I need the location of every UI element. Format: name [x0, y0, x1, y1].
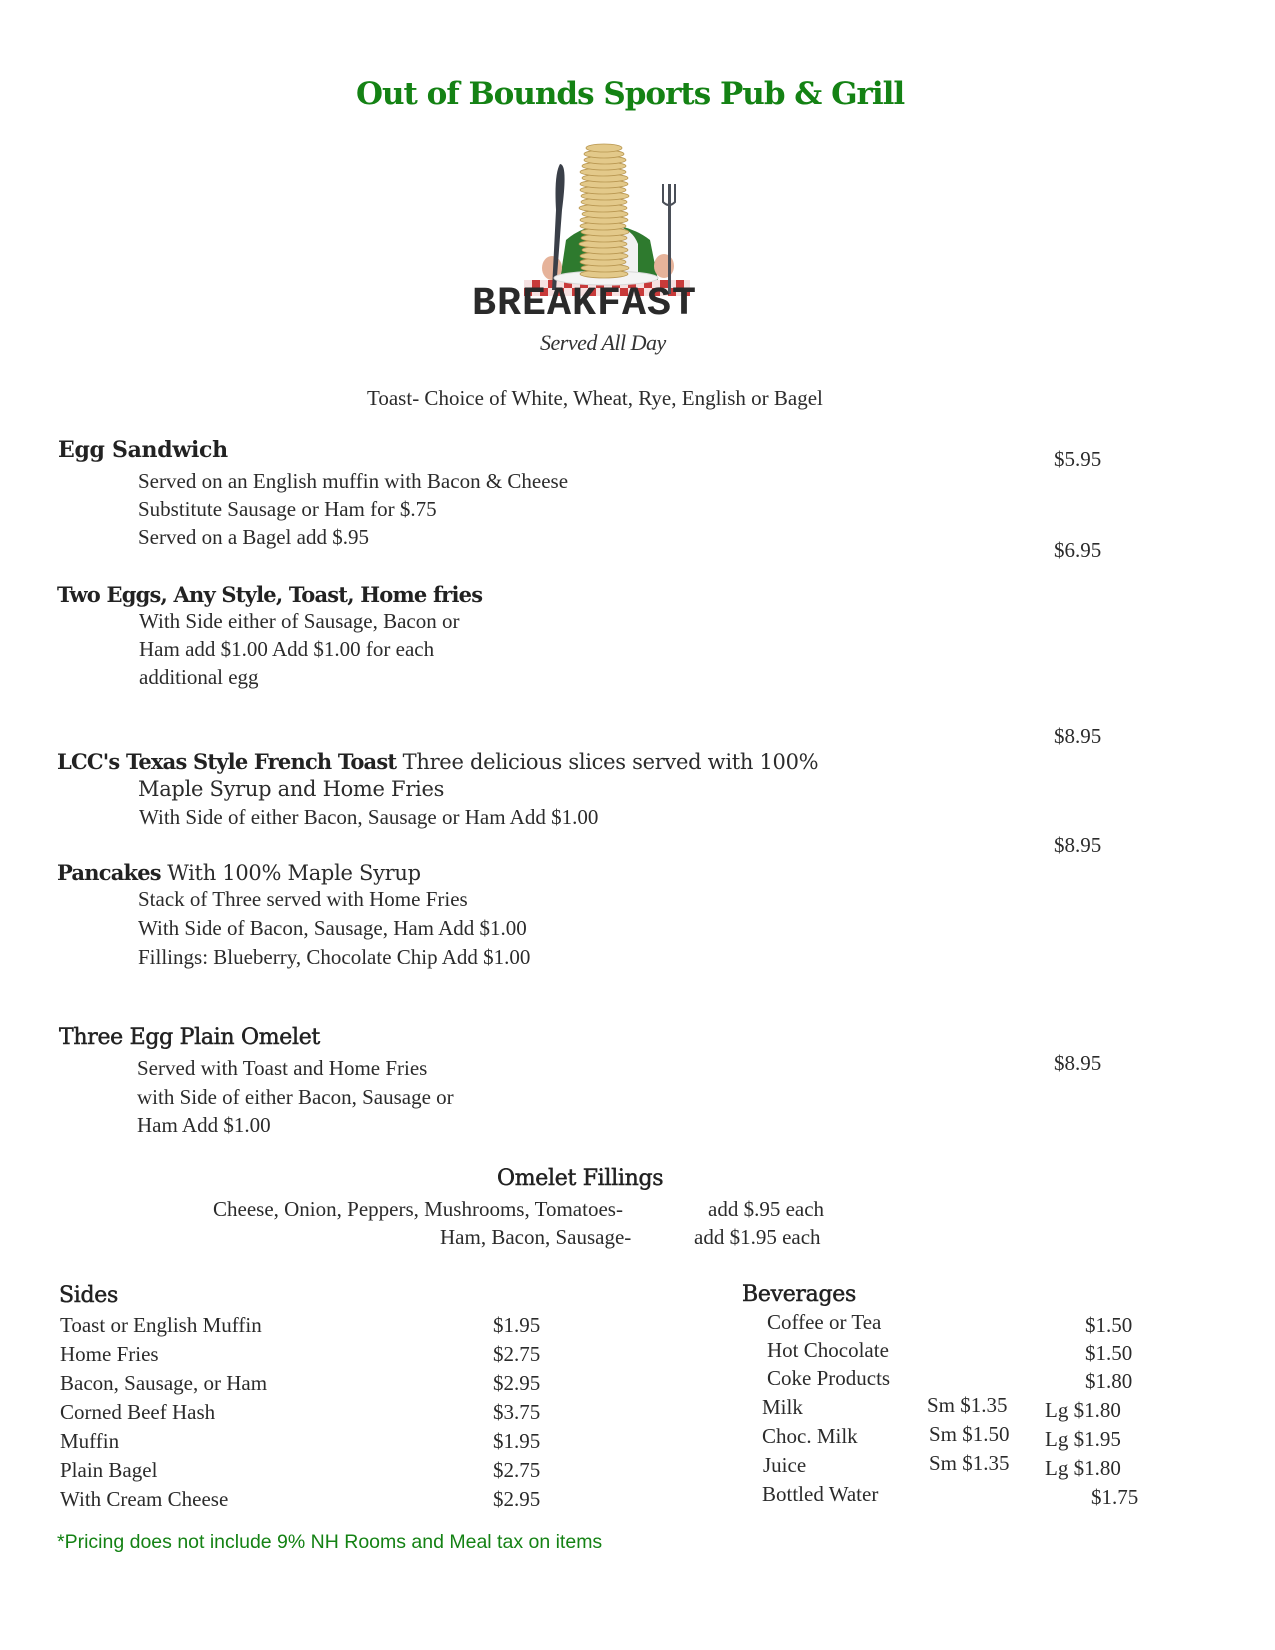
omelet-fillings-title: Omelet Fillings [497, 1166, 664, 1191]
beverage-name: Coffee or Tea [767, 1310, 882, 1334]
item-price: $8.95 [1054, 1051, 1102, 1075]
filling-label: Ham, Bacon, Sausage- [440, 1225, 632, 1249]
side-name: Toast or English Muffin [60, 1313, 262, 1337]
item-price: $8.95 [1054, 833, 1102, 857]
item-heading-line [57, 860, 421, 885]
side-price: $1.95 [493, 1429, 541, 1453]
item-inline-desc: Three delicious slices served with 100% [396, 750, 819, 774]
beverage-large-price: Lg $1.80 [1045, 1398, 1121, 1422]
sides-title: Sides [59, 1283, 119, 1308]
item-price: $6.95 [1054, 538, 1102, 562]
beverage-large-price: Lg $1.80 [1045, 1456, 1121, 1480]
side-price: $1.95 [493, 1313, 541, 1337]
item-desc-line: Ham add $1.00 Add $1.00 for each [139, 637, 435, 661]
item-heading-line [57, 749, 818, 774]
item-desc-line: Served on an English muffin with Bacon & Cheese [138, 469, 569, 493]
beverage-small-price: Sm $1.50 [929, 1422, 1010, 1446]
item-desc-line: Ham Add $1.00 [137, 1113, 271, 1137]
item-desc-line: Served on a Bagel add $.95 [138, 525, 369, 549]
item-desc-line: with Side of either Bacon, Sausage or [137, 1085, 454, 1109]
item-desc-line: Served with Toast and Home Fries [137, 1056, 428, 1080]
item-name: Three Egg Plain Omelet [59, 1025, 320, 1050]
filling-label: Cheese, Onion, Peppers, Mushrooms, Tomatoes- [213, 1197, 623, 1221]
beverage-name: Juice [763, 1453, 807, 1477]
side-price: $3.75 [493, 1400, 541, 1424]
side-price: $2.95 [493, 1371, 541, 1395]
tax-note: *Pricing does not include 9% NH Rooms and Meal tax on items [57, 1531, 603, 1553]
filling-price: add $1.95 each [694, 1225, 821, 1249]
side-name: Home Fries [60, 1342, 159, 1366]
section-title: BREAKFAST [472, 282, 698, 327]
beverage-price: $1.50 [1085, 1313, 1133, 1337]
side-price: $2.75 [493, 1458, 541, 1482]
item-desc-line: With Side of Bacon, Sausage, Ham Add $1.00 [138, 916, 527, 940]
beverage-name: Bottled Water [762, 1482, 879, 1506]
beverages-title: Beverages [742, 1282, 856, 1307]
item-desc-line: With Side either of Sausage, Bacon or [139, 609, 460, 633]
beverage-name: Choc. Milk [762, 1424, 858, 1448]
beverage-price: $1.80 [1085, 1369, 1133, 1393]
side-name: Plain Bagel [60, 1458, 158, 1482]
side-price: $2.95 [493, 1487, 541, 1511]
beverage-name: Hot Chocolate [767, 1338, 889, 1362]
item-desc-line: Fillings: Blueberry, Chocolate Chip Add $1.00 [138, 945, 531, 969]
item-name: Pancakes [57, 860, 161, 885]
pancake-stack-illustration [522, 140, 692, 298]
item-desc-line: Stack of Three served with Home Fries [138, 887, 468, 911]
beverage-price: $1.75 [1091, 1485, 1139, 1509]
side-name: With Cream Cheese [60, 1487, 229, 1511]
beverage-price: $1.50 [1085, 1341, 1133, 1365]
item-desc-line: additional egg [139, 665, 259, 689]
item-desc-line: With Side of either Bacon, Sausage or Ham Add $1.00 [139, 805, 599, 829]
beverage-small-price: Sm $1.35 [929, 1451, 1010, 1475]
beverage-small-price: Sm $1.35 [927, 1393, 1008, 1417]
item-name: LCC's Texas Style French Toast [57, 749, 397, 774]
item-desc-line: Maple Syrup and Home Fries [138, 777, 445, 801]
subtitle: Served All Day [540, 330, 666, 355]
item-name: Two Eggs, Any Style, Toast, Home fries [57, 582, 483, 607]
filling-price: add $.95 each [708, 1197, 825, 1221]
toast-note: Toast- Choice of White, Wheat, Rye, English or Bagel [367, 386, 823, 410]
item-inline-desc: With 100% Maple Syrup [160, 861, 421, 885]
side-name: Bacon, Sausage, or Ham [60, 1371, 268, 1395]
item-desc-line: Substitute Sausage or Ham for $.75 [138, 497, 437, 521]
item-name: Egg Sandwich [58, 437, 228, 463]
beverage-name: Coke Products [767, 1366, 891, 1390]
item-price: $8.95 [1054, 724, 1102, 748]
item-price: $5.95 [1054, 447, 1102, 471]
beverage-large-price: Lg $1.95 [1045, 1427, 1121, 1451]
side-name: Corned Beef Hash [60, 1400, 216, 1424]
side-price: $2.75 [493, 1342, 541, 1366]
restaurant-name: Out of Bounds Sports Pub & Grill [356, 76, 905, 112]
beverage-name: Milk [762, 1395, 803, 1419]
side-name: Muffin [60, 1429, 120, 1453]
